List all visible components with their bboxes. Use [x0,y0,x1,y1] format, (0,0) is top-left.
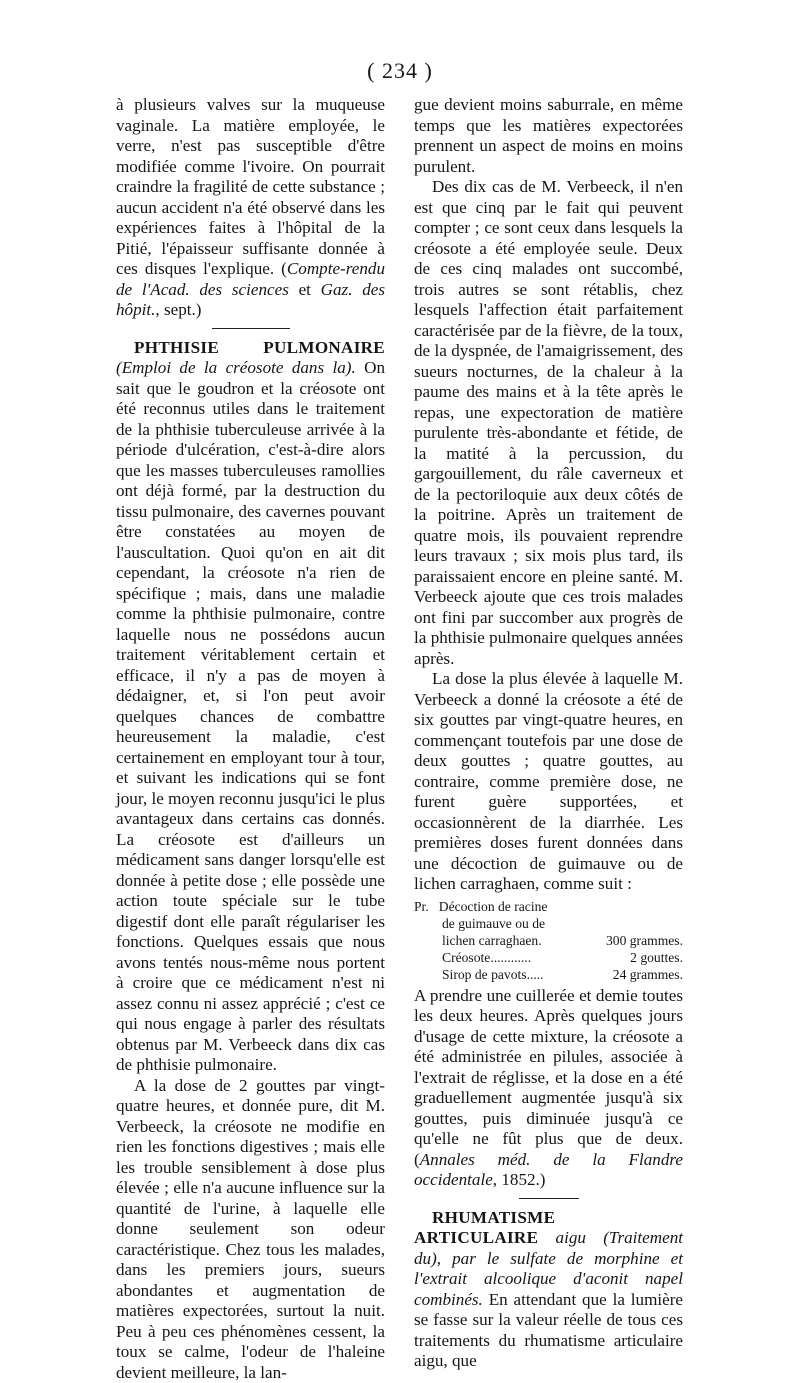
paragraph-text: , 1852.) [493,1170,546,1189]
section-divider [212,328,290,329]
ingredient-name: Créosote............ [442,949,531,966]
source-citation: Gaz. des hôpit. [116,280,385,320]
ingredient-name: lichen carraghaen. [442,932,542,949]
section-heading: RHUMATISME ARTICULAIRE [414,1208,555,1248]
ingredient-quantity: 300 grammes. [606,932,683,949]
section-heading: PHTHISIE PULMONAIRE [134,338,385,357]
paragraph-continuation: gue devient moins saburrale, en même temps que les matières expectorées prennent un aspect de moins en moins purulent. [414,95,683,177]
paragraph-text: , sept.) [155,300,201,319]
ingredient-quantity: 24 grammes. [613,966,683,983]
prescription-line [414,966,683,983]
paragraph-text: On sait que le goudron et la créosote ont été reconnus utiles dans le traitement de la phthisie tuberculeuse arrivée à la période d'ulcération, c'est-à-dire alors que les masses tuberculeuses ramollies ont déjà formé, par la destruction du tissu pulmonaire, des cavernes pouvant être constatées au moyen de l'auscultation. Quoi qu'on en ait dit cependant, la créosote n'a rien de spécifique ; mais, dans une maladie comme la phthisie pulmonaire, contre laquelle nous ne possédons aucun traitement véritablement certain et efficace, il n'y a pas de moyen à dédaigner, et, si l'on peut avoir quelques chances de combattre heureusement la maladie, c'est certainement en employant tour à tour, et suivant les indications qui se font jour, le moyen reconnu jusqu'ici le plus avantageux dans certains cas donnés. La créosote est d'ailleurs un médicament sans danger lorsqu'elle est donnée à petite dose ; elle possède une action toute spéciale sur le tube digestif dont elle paraît régulariser les fonctions. Quelques essais que nous avons tentés nous-même nous portent à croire que ce médicament n'est ni assez connu ni assez apprécié ; c'est ce qui nous engage à parler des résultats obtenus par M. Verbeeck dans dix cas de phthisie pulmonaire. [116,358,385,1074]
paragraph-cases: Des dix cas de M. Verbeeck, il n'en est que cinq par le fait qui peuvent compter ; ce sont ceux dans lesquels la créosote a été employée seule. Deux de ces cinq malades ont succombé, trois autres se sont rétablis, chez lesquels l'affection était parfaitement caractérisée par de la fièvre, de la toux, de la dyspnée, de l'amaigrissement, des sueurs nocturnes, de la chaleur à la paume des mains et à la tête après le repas, une expectoration de matière purulente très-abondante et fétide, de la matité à la percussion, du gargouillement, du râle caverneux et de la pectoriloquie aux deux côtés de la poitrine. Après un traitement de quatre mois, ils pouvaient reprendre leurs travaux ; six mois plus tard, ils paraissaient encore en pleine santé. M. Verbeeck ajoute que ces trois malades ont fini par succomber aux progrès de la phthisie pulmonaire quelques années après. [414,177,683,669]
paragraph-rhumatisme [414,1208,683,1372]
paragraph-text: En attendant que la lumière se fasse sur la valeur réelle de tous ces traitements du rhumatisme articulaire aigu, que [414,1290,683,1371]
section-divider [519,1198,579,1199]
section-subheading: (Emploi de la créosote dans la). [116,358,356,377]
prescription-text: de guimauve ou de [442,916,545,931]
paragraph-phthisie [116,338,385,1076]
page-number: ( 234 ) [0,58,800,84]
prescription [414,898,683,983]
prescription-prefix: Pr. [414,898,429,915]
right-column [414,95,683,1372]
prescription-line [414,932,683,949]
paragraph-text: et [289,280,321,299]
source-citation: Annales méd. de la Flandre occidentale [414,1150,683,1190]
paragraph-dose: A la dose de 2 gouttes par vingt-quatre heures, et donnée pure, dit M. Verbeeck, la créosote ne modifie en rien les fonctions digestives ; mais elle les trouble sensiblement à dose plus élevée ; elle n'a aucune influence sur la quantité de l'urine, à laquelle elle donne seulement son odeur caractéristique. Chez tous les malades, dans les premiers jours, sueurs abondantes et augmentation de matières expectorées, surtout la nuit. Peu à peu ces phénomènes cessent, la toux se calme, l'odeur de l'haleine devient meilleure, la lan- [116,1076,385,1383]
source-citation: Compte-rendu de l'Acad. des sciences [116,259,385,299]
paragraph-pessaires [116,95,385,321]
section-subheading: aigu (Traitement du), par le sulfate de morphine et l'extrait alcoolique d'aconit napel combinés. [414,1228,683,1309]
prescription-line [414,915,683,932]
ingredient-name: Sirop de pavots..... [442,966,544,983]
paragraph-text: A prendre une cuillerée et demie toutes les deux heures. Après quelques jours d'usage de cette mixture, la créosote a été administrée en pilules, associée à l'extrait de réglisse, et la dose en a été graduellement augmentée jusqu'à six gouttes, puis diminuée jusqu'à ce qu'elle ne fût plus que de deux. ( [414,986,683,1169]
paragraph-administration [414,986,683,1191]
prescription-line [414,898,683,915]
ingredient-quantity: 2 gouttes. [630,949,683,966]
paragraph-text: à plusieurs valves sur la muqueuse vaginale. La matière employée, le verre, n'est pas susceptible d'être modifiée comme l'ivoire. On pourrait craindre la fragilité de cette substance ; aucun accident n'a été observé dans les expériences faites à l'hôpital de la Pitié, l'épaisseur suffisante donnée à ces disques l'explique. ( [116,95,385,278]
prescription-line [414,949,683,966]
paragraph-max-dose: La dose la plus élevée à laquelle M. Verbeeck a donné la créosote a été de six gouttes par vingt-quatre heures, en commençant toutefois par une dose de deux gouttes ; quatre gouttes, au contraire, comme première dose, ne furent guère supportées, et occasionnèrent de la diarrhée. Les premières doses furent données dans une décoction de guimauve ou de lichen carraghaen, comme suit : [414,669,683,895]
prescription-text: Décoction de racine [439,898,548,915]
left-column [116,95,385,1383]
